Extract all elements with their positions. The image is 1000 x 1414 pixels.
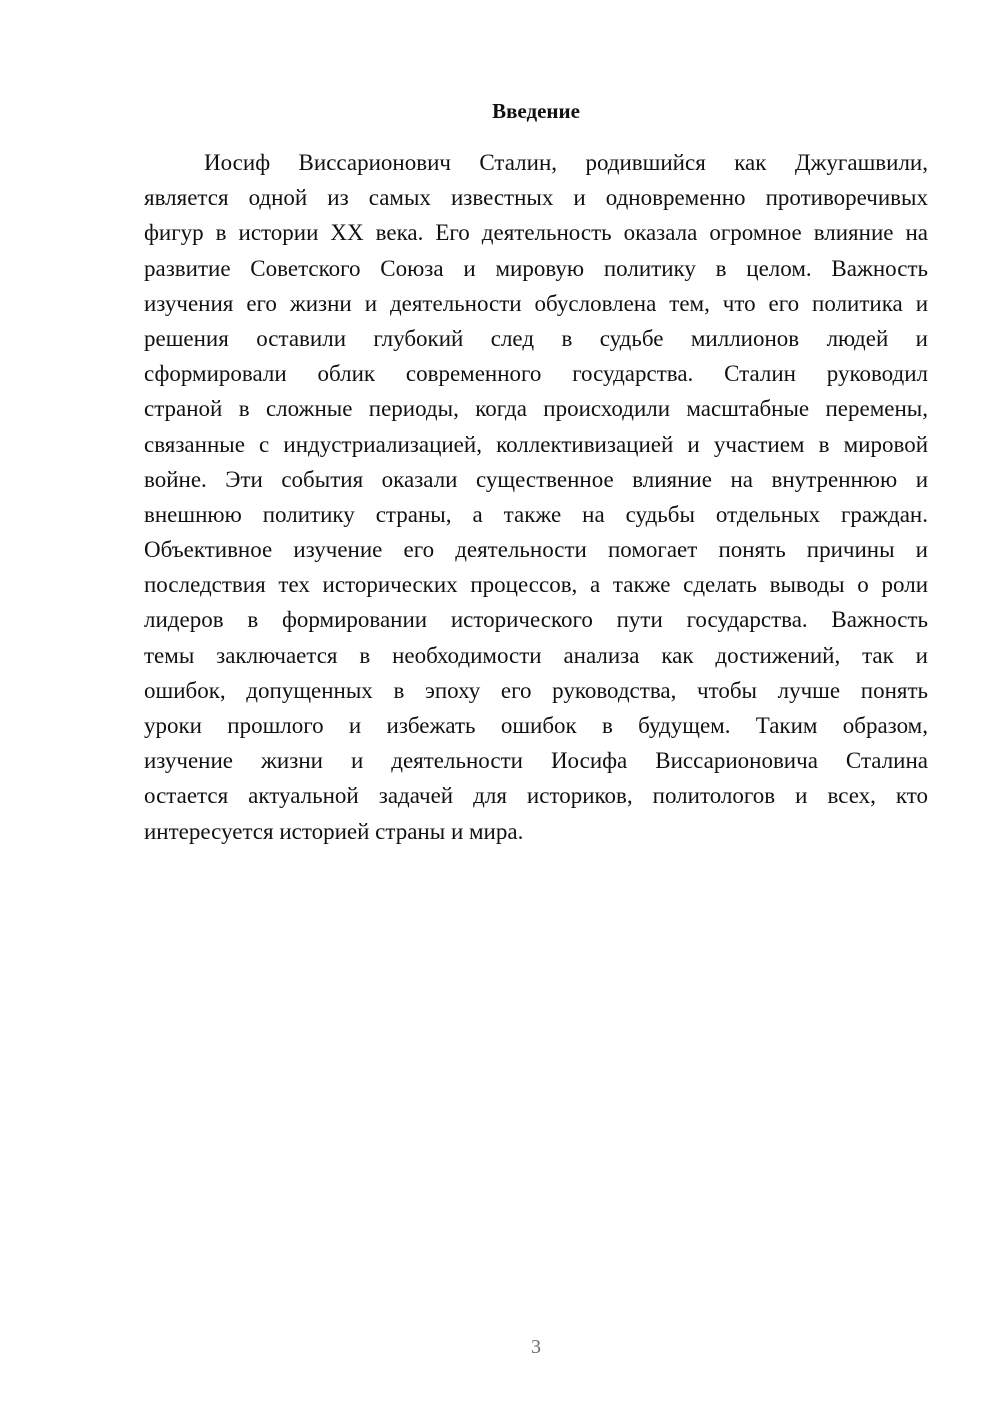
paragraph-line: лидеров в формировании исторического пути государства. Важность bbox=[144, 607, 928, 633]
paragraph-line: сформировали облик современного государства. Сталин руководил bbox=[144, 361, 928, 387]
paragraph-line: интересуется историей страны и мира. bbox=[144, 818, 524, 844]
paragraph-line: внешнюю политику страны, а также на судьбы отдельных граждан. bbox=[144, 501, 928, 527]
paragraph-line: остается актуальной задачей для историков, политологов и всех, кто bbox=[144, 783, 928, 809]
paragraph-line: изучение жизни и деятельности Иосифа Виссарионовича Сталина bbox=[144, 748, 928, 774]
paragraph-line: изучения его жизни и деятельности обусловлена тем, что его политика и bbox=[144, 290, 928, 316]
intro-paragraph bbox=[144, 145, 928, 849]
page-number: 3 bbox=[531, 1336, 541, 1358]
paragraph-line: страной в сложные периоды, когда происходили масштабные перемены, bbox=[144, 396, 928, 422]
paragraph-line: развитие Советского Союза и мировую политику в целом. Важность bbox=[144, 255, 928, 281]
paragraph-line: связанные с индустриализацией, коллективизацией и участием в мировой bbox=[144, 431, 928, 457]
paragraph-line: Объективное изучение его деятельности помогает понять причины и bbox=[144, 537, 928, 563]
paragraph-line: последствия тех исторических процессов, а также сделать выводы о роли bbox=[144, 572, 928, 598]
paragraph-line: войне. Эти события оказали существенное влияние на внутреннюю и bbox=[144, 466, 928, 492]
paragraph-line: фигур в истории XX века. Его деятельность оказала огромное влияние на bbox=[144, 220, 928, 246]
paragraph-line: решения оставили глубокий след в судьбе миллионов людей и bbox=[144, 325, 928, 351]
section-heading: Введение bbox=[492, 99, 580, 123]
paragraph-line: ошибок, допущенных в эпоху его руководства, чтобы лучше понять bbox=[144, 677, 928, 703]
paragraph-line: темы заключается в необходимости анализа как достижений, так и bbox=[144, 642, 928, 668]
paragraph-line: является одной из самых известных и одновременно противоречивых bbox=[144, 185, 928, 211]
paragraph-line: Иосиф Виссарионович Сталин, родившийся как Джугашвили, bbox=[204, 150, 928, 175]
paragraph-line: уроки прошлого и избежать ошибок в будущем. Таким образом, bbox=[144, 713, 928, 738]
